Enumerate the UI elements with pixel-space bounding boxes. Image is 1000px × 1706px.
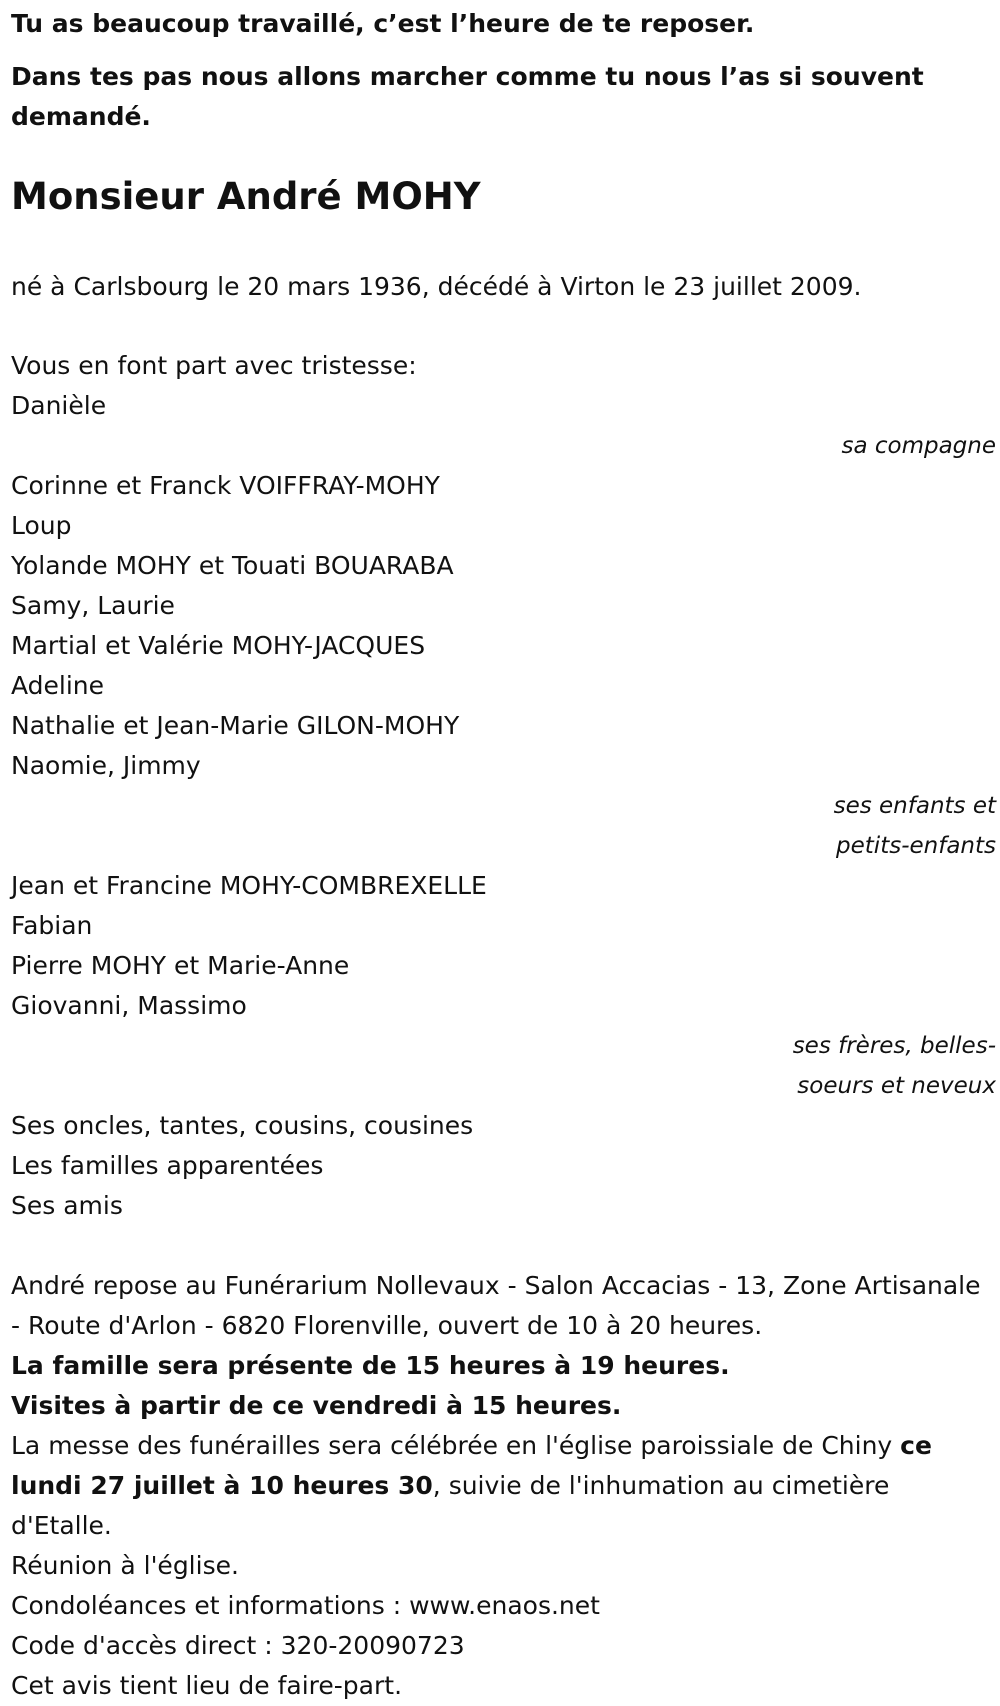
funeral-details [11, 1266, 996, 1706]
family-others-group [11, 1106, 996, 1226]
family-member-name: Les familles apparentées [11, 1151, 324, 1180]
family-member-name: Samy, Laurie [11, 591, 175, 620]
family-member-name: Fabian [11, 911, 93, 940]
condolences-text: Condoléances et informations : www.enaos.net [11, 1591, 600, 1620]
family-children-group [11, 466, 996, 866]
family-member-name: Adeline [11, 671, 105, 700]
family-member-name: Jean et Francine MOHY-COMBREXELLE [11, 871, 487, 900]
relation-line: ses frères, belles- [792, 1033, 996, 1059]
relation-line: soeurs et neveux [797, 1073, 996, 1099]
relation-label [11, 1026, 996, 1106]
family-member-name: Corinne et Franck VOIFFRAY-MOHY [11, 471, 440, 500]
family-spouse-group [11, 386, 996, 466]
family-member-name: Martial et Valérie MOHY-JACQUES [11, 631, 426, 660]
relation-line: petits-enfants [836, 833, 996, 859]
family-member-name: Ses oncles, tantes, cousins, cousines [11, 1111, 474, 1140]
birth-death-line: né à Carlsbourg le 20 mars 1936, décédé à Virton le 23 juillet 2009. [11, 272, 862, 301]
visits-text: Visites à partir de ce vendredi à 15 heures. [11, 1391, 622, 1420]
obituary-content [11, 4, 996, 1706]
relation-label [11, 786, 996, 866]
family-member-name: Yolande MOHY et Touati BOUARABA [11, 551, 454, 580]
family-member-name: Pierre MOHY et Marie-Anne [11, 951, 350, 980]
family-member-name: Naomie, Jimmy [11, 751, 201, 780]
notice-text: Cet avis tient lieu de faire-part. [11, 1671, 403, 1700]
mass-text-end: , suivie de l'inhumation au cimetière d'Etalle. [11, 1471, 890, 1540]
relation-label [11, 426, 996, 466]
epitaph-line-2: Dans tes pas nous allons marcher comme tu nous l’as si souvent demandé. [11, 62, 924, 131]
access-code-text: Code d'accès direct : 320-20090723 [11, 1631, 465, 1660]
relation-line: ses enfants et [833, 793, 996, 819]
family-member-name: Nathalie et Jean-Marie GILON-MOHY [11, 711, 460, 740]
repose-text: André repose au Funérarium Nollevaux - Salon Accacias - 13, Zone Artisanale - Route d'Arlon - 6820 Florenville, ouvert de 10 à 20 heures. [11, 1271, 981, 1340]
deceased-name: Monsieur André MOHY [11, 175, 481, 218]
epitaph-line-1: Tu as beaucoup travaillé, c’est l’heure de te reposer. [11, 9, 755, 38]
mass-date-text: ce lundi 27 juillet à 10 heures 30 [11, 1431, 932, 1500]
mass-text-start: La messe des funérailles sera célébrée en l'église paroissiale de Chiny [11, 1431, 901, 1460]
family-member-name: Loup [11, 511, 72, 540]
family-member-name: Giovanni, Massimo [11, 991, 247, 1020]
relation-line: sa compagne [841, 433, 996, 459]
family-member-name: Danièle [11, 391, 107, 420]
family-member-name: Ses amis [11, 1191, 123, 1220]
family-present-text: La famille sera présente de 15 heures à 19 heures. [11, 1351, 730, 1380]
meeting-text: Réunion à l'église. [11, 1551, 239, 1580]
announcement-intro: Vous en font part avec tristesse: [11, 351, 417, 380]
family-siblings-group [11, 866, 996, 1106]
